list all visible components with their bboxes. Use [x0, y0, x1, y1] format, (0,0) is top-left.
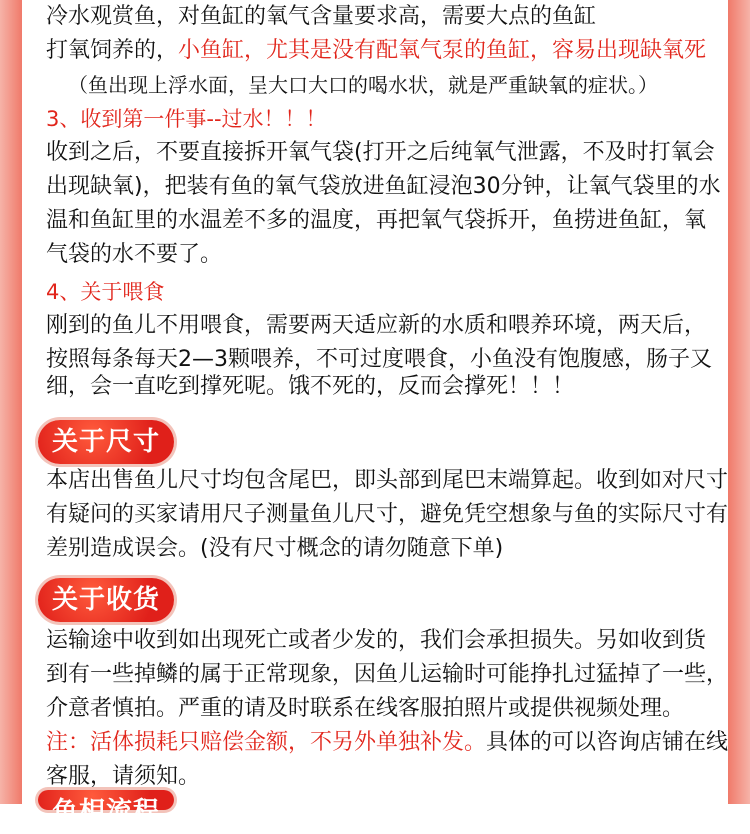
care-line-1: 冷水观赏鱼，对鱼缸的氧气含量要求高，需要大点的鱼缸 — [46, 4, 597, 29]
notice-line-2: 客服，请须知。 — [46, 764, 201, 789]
receipt-line-2: 到有一些掉鳞的属于正常现象，因鱼儿运输时可能挣扎过猛掉了一些， — [46, 662, 729, 687]
receipt-line-1: 运输途中收到如出现死亡或者少发的，我们会承担损失。另如收到货 — [46, 628, 707, 653]
care-line-3: （鱼出现上浮水面，呈大口大口的喝水状，就是严重缺氧的症状。） — [68, 73, 658, 97]
receipt-line-3: 介意者慎拍。严重的请及时联系在线客服拍照片或提供视频处理。 — [46, 696, 685, 721]
left-frame-border — [0, 0, 22, 804]
feeding-line-1: 刚到的鱼儿不用喂食，需要两天适应新的水质和喂养环境，两天后， — [46, 313, 707, 338]
care-instructions-panel — [28, 0, 722, 404]
receipt-heading-badge: 关于收货 — [38, 578, 174, 622]
water-line-3: 温和鱼缸里的水温差不多的温度，再把氧气袋拆开，鱼捞进鱼缸，氧 — [46, 208, 707, 233]
size-heading-badge: 关于尺寸 — [38, 420, 174, 464]
right-frame-border — [728, 0, 750, 804]
section-3-heading: 3、收到第一件事--过水！！！ — [46, 107, 327, 131]
feeding-line-2: 按照每条每天2—3颗喂养，不可过度喂食，小鱼没有饱腹感，肠子又 — [46, 347, 712, 372]
water-line-2: 出现缺氧)，把装有鱼的氧气袋放进鱼缸浸泡30分钟，让氧气袋里的水 — [46, 174, 721, 199]
size-line-1: 本店出售鱼儿尺寸均包含尾巴，即头部到尾巴末端算起。收到如对尺寸 — [46, 468, 729, 493]
section-4-heading: 4、关于喂食 — [46, 280, 165, 304]
care-line-2: 打氧饲养的，小鱼缸，尤其是没有配氧气泵的鱼缸，容易出现缺氧死 — [46, 38, 707, 63]
size-line-2: 有疑问的买家请用尺子测量鱼儿尺寸，避免凭空想象与鱼的实际尺寸有 — [46, 502, 729, 527]
water-line-1: 收到之后，不要直接拆开氧气袋(打开之后纯氧气泄露，不及时打氧会 — [46, 140, 715, 165]
size-line-3: 差别造成误会。(没有尺寸概念的请勿随意下单) — [46, 536, 504, 561]
notice-line-1: 注：活体损耗只赔偿金额，不另外单独补发。具体的可以咨询店铺在线 — [46, 730, 729, 755]
water-line-4: 气袋的水不要了。 — [46, 242, 223, 267]
next-heading-badge: 鱼相流程 — [38, 790, 174, 810]
policy-panel — [28, 404, 729, 827]
feeding-line-3: 细，会一直吃到撑死呢。饿不死的，反而会撑死！！！ — [46, 374, 575, 399]
